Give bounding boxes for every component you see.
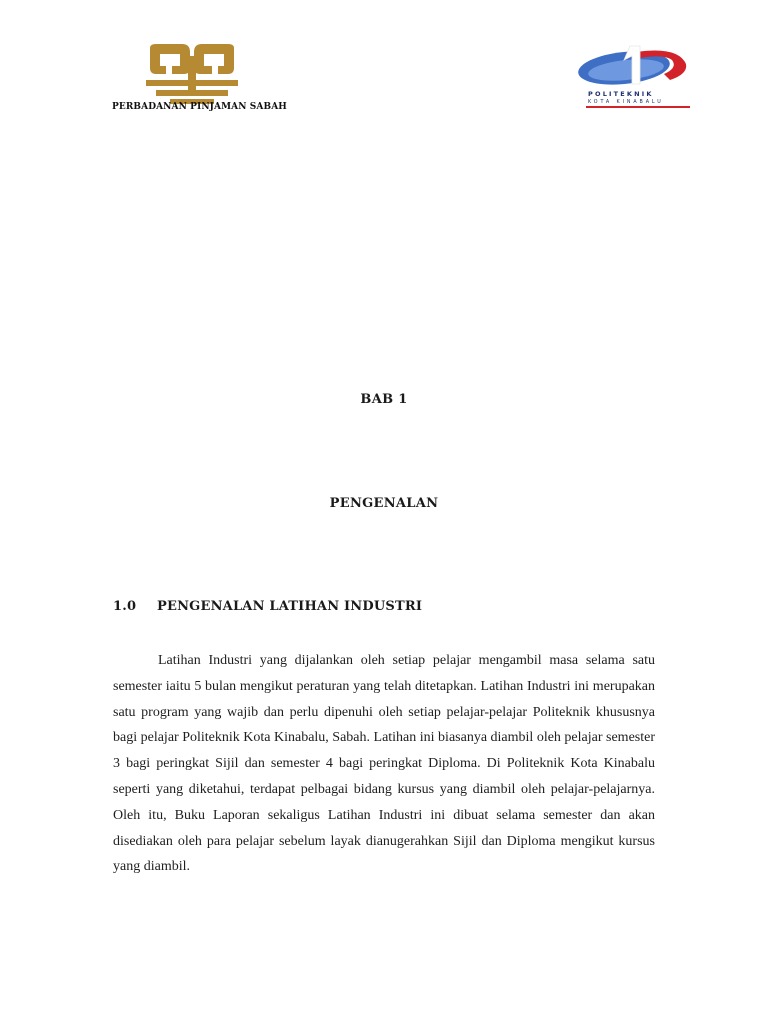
body-paragraph: Latihan Industri yang dijalankan oleh setiap pelajar mengambil masa selama satu semester iaitu 5 bulan mengikut peraturan yang telah ditetapkan. Latihan Industri ini merupakan satu program yang wajib dan perlu dipenuhi oleh setiap pelajar-pelajar Politeknik khususnya bagi pelajar Politeknik Kota Kinabalu, Sabah. Latihan ini biasanya diambil oleh pelajar semester 3 bagi peringkat Sijil dan semester 4 bagi peringkat Diploma. Di Politeknik Kota Kinabalu seperti yang diketahui, terdapat pelbagai bidang kursus yang diambil oleh pelajar-pelajarnya. Oleh itu, Buku Laporan sekaligus Latihan Industri ini dibuat selama semester dan akan disediakan oleh para pelajar sebelum layak dianugerahkan Sijil dan Diploma mengikut kursus yang diambil. — [113, 653, 655, 875]
politeknik-kota-kinabalu-logo — [574, 40, 694, 114]
section-number: 1.0 — [113, 599, 137, 614]
perbadanan-pinjaman-sabah-logo-icon — [146, 42, 238, 104]
perbadanan-pinjaman-sabah-logo — [112, 42, 287, 114]
politeknik-label: POLITEKNIK — [588, 90, 654, 98]
perbadanan-pinjaman-sabah-caption: PERBADANAN PINJAMAN SABAH — [112, 102, 287, 112]
kota-kinabalu-label: KOTA KINABALU — [588, 100, 664, 105]
chapter-title: PENGENALAN — [329, 496, 439, 511]
politeknik-kota-kinabalu-logo-icon — [574, 40, 694, 114]
section-title: PENGENALAN LATIHAN INDUSTRI — [157, 599, 423, 614]
chapter-label: BAB 1 — [360, 392, 408, 407]
section-heading — [113, 599, 422, 614]
